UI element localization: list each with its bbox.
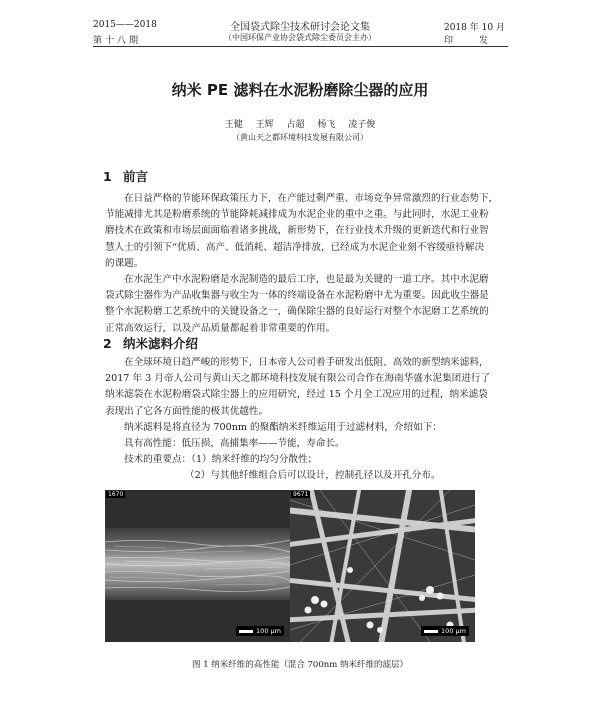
text-line: 表现出了它各方面性能的极其优越性。	[105, 405, 269, 417]
header-publisher: （中国环保产业协会袋式除尘委员会主办）	[224, 33, 376, 42]
figure-left-tag: 1670	[108, 491, 124, 498]
text-line: 技术的重要点：（1）纳米纤维的均匀分散性；	[124, 454, 318, 466]
text-line: 节能减排尤其是粉磨系统的节能降耗减排成为水泥企业的重中之重。与此同时，水泥工业粉	[105, 209, 489, 221]
figure-left-cross-section	[105, 490, 290, 642]
header-journal-title: 全国袋式除尘技术研讨会论文集	[230, 22, 370, 33]
text-line: 袋式除尘器作为产品收集器与收尘为一体的终端设备在水泥粉磨中尤为重要。因此收尘器是	[105, 290, 489, 302]
text-line: 具有高性能：低压损，高捕集率——节能，寿命长。	[124, 438, 345, 450]
text-line: 的课题。	[105, 257, 144, 269]
text-line: （2）与其他纤维组合后可以设计，控制孔径以及开孔分布。	[185, 470, 441, 482]
running-header	[0, 0, 600, 48]
text-line: 在水泥生产中水泥粉磨是水泥制造的最后工序，也是最为关键的一道工序。其中水泥磨	[124, 274, 489, 286]
text-line: 在日益严格的节能环保政策压力下，在产能过剩严重、市场竞争异常激烈的行业态势下，	[124, 193, 499, 204]
text-line: 2017 年 3 月帝人公司与黄山天之都环境科技发展有限公司合作在海南华盛水泥集团进行了	[105, 373, 491, 385]
section-1-body	[105, 191, 505, 337]
figure-right-surface	[290, 490, 475, 642]
section-2-heading	[103, 334, 198, 352]
figure-right-tag: 9671	[293, 491, 309, 498]
text-line: 正常高效运行，以及产品质量都起着非常重要的作用。	[105, 322, 336, 334]
paper-title: 纳米 PE 滤料在水泥粉磨除尘器的应用	[171, 81, 429, 99]
header-date: 2018 年 10 月	[444, 23, 505, 33]
figure-right-scale-bar: 100 μm	[421, 626, 469, 636]
sem-cross-section-image	[105, 490, 290, 642]
affiliation: （黄山天之都环境科技发展有限公司）	[232, 133, 368, 142]
sem-surface-image	[290, 490, 475, 642]
text-line: 磨技术在政策和市场层面面临着诸多挑战，新形势下，在行业技术升级的更新迭代和行业智	[105, 225, 489, 237]
section-1-number: 1	[103, 169, 112, 184]
text-line: 整个水泥粉磨工艺系统中的关键设备之一，确保除尘器的良好运行对整个水泥磨工艺系统的	[105, 306, 489, 318]
section-1-heading	[103, 167, 148, 185]
figure-caption: 图 1 纳米纤维的高性能（混合 700nm 纳米纤维的滤层）	[192, 660, 408, 670]
section-2-body	[105, 355, 505, 485]
section-1-title: 前言	[123, 169, 149, 184]
authors: 王健 王辉 占超 杨飞 凌子俊	[224, 120, 376, 130]
section-2-title: 纳米滤料介绍	[123, 336, 199, 351]
header-issue: 第十八期	[93, 36, 142, 46]
section-2-number: 2	[103, 336, 112, 351]
header-rule	[93, 46, 508, 47]
header-print-note: 印发	[444, 36, 515, 46]
text-line: 慧人士的引领下“优质、高产、低消耗、超洁净排放，已经成为水泥企业刻不容缓亟待解决	[105, 241, 485, 253]
text-line: 纳米滤料是将直径为 700nm 的聚酯纳米纤维运用于过滤材料，介绍如下：	[124, 421, 442, 433]
header-years: 2015——2018	[93, 20, 157, 30]
text-line: 在全球环境日趋严峻的形势下，日本帝人公司着手研发出低阻、高效的新型纳米滤料，	[124, 357, 489, 368]
text-line: 纳米滤袋在水泥粉磨袋式除尘器上的应用研究，经过 15 个月全工况应用的过程，纳米滤袋	[105, 389, 488, 401]
figure-left-scale-bar: 100 μm	[236, 626, 284, 636]
